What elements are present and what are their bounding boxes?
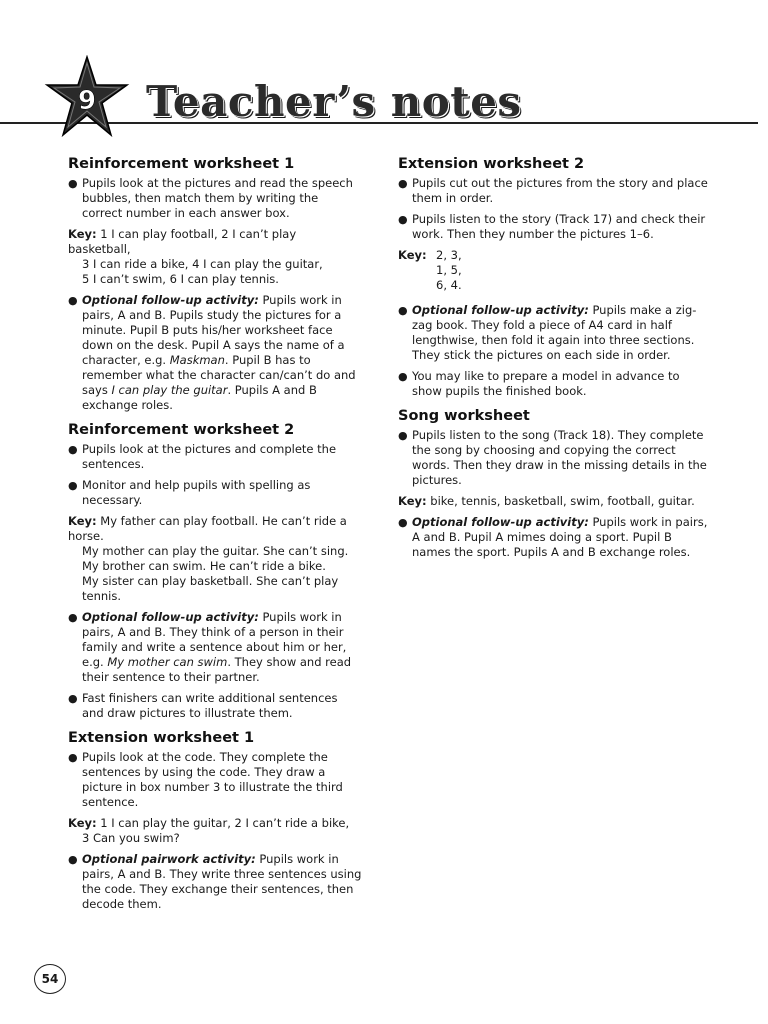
section-heading: Extension worksheet 1 xyxy=(68,730,255,746)
bullet-icon: ● xyxy=(68,611,78,624)
list-item: ● Pupils look at the pictures and complete the sentences. xyxy=(68,442,337,471)
list-item: ● Fast finishers can write additional sentences and draw pictures to illustrate them. xyxy=(68,691,338,720)
bullet-icon: ● xyxy=(398,516,408,529)
answer-key: Key: 2, 3, 1, 5, 6, 4. xyxy=(398,248,462,292)
section-heading: Reinforcement worksheet 1 xyxy=(68,156,295,172)
extension-worksheet-2-section xyxy=(398,157,708,399)
bullet-icon: ● xyxy=(398,304,408,317)
list-item: ● Monitor and help pupils with spelling as necessary. xyxy=(68,478,311,507)
list-item: ● Optional follow-up activity: Pupils make a zig-zag book. They fold a piece of A4 card in half lengthwise, then fold it again into three sections. They stick the pictures on each side in order. xyxy=(398,303,697,362)
list-item: ● Pupils listen to the story (Track 17) and check their work. Then they number the pictures 1–6. xyxy=(398,212,706,241)
answer-key: Key: My father can play football. He can’t ride a horse. My mother can play the guitar. She can’t sing. My brother can swim. He can’t ride a bike. My sister can play basketball. She can’t play tennis. xyxy=(68,514,349,603)
page-number: 54 xyxy=(34,964,66,994)
bullet-icon: ● xyxy=(398,429,408,442)
answer-key: Key: bike, tennis, basketball, swim, football, guitar. xyxy=(398,494,695,508)
page-header xyxy=(0,55,768,145)
unit-star-badge xyxy=(44,55,130,141)
bullet-icon: ● xyxy=(68,294,78,307)
answer-key: Key: 1 I can play the guitar, 2 I can’t ride a bike, 3 Can you swim? xyxy=(68,816,350,845)
list-item: ● Optional follow-up activity: Pupils work in pairs, A and B. Pupils study the pictures for a minute. Pupil B puts his/her worksheet face down on the desk. Pupil A says the name of a character, e.g. Maskman. Pupil B has to remember what the character can/can’t do and says I can play the guitar. Pupils A and B exchange roles. xyxy=(68,293,356,412)
bullet-icon: ● xyxy=(68,692,78,705)
list-item: ● You may like to prepare a model in advance to show pupils the finished book. xyxy=(398,369,680,398)
extension-worksheet-1-section xyxy=(68,731,362,912)
list-item: ● Optional follow-up activity: Pupils work in pairs, A and B. Pupil A mimes doing a sport. Pupil B names the sport. Pupils A and B exchange roles. xyxy=(398,515,708,559)
song-worksheet-section xyxy=(398,409,708,560)
bullet-icon: ● xyxy=(68,853,78,866)
page-title: Teacher’s notes xyxy=(146,77,522,126)
list-item: ● Pupils look at the code. They complete the sentences by using the code. They draw a picture in box number 3 to illustrate the third sentence. xyxy=(68,750,343,809)
section-heading: Extension worksheet 2 xyxy=(398,156,585,172)
bullet-icon: ● xyxy=(68,177,78,190)
reinforcement-worksheet-1-section xyxy=(68,157,362,413)
list-item: ● Pupils cut out the pictures from the story and place them in order. xyxy=(398,176,708,205)
left-column xyxy=(68,157,362,922)
section-heading: Song worksheet xyxy=(398,408,530,424)
bullet-icon: ● xyxy=(68,751,78,764)
bullet-icon: ● xyxy=(398,177,408,190)
list-item: ● Optional pairwork activity: Pupils work in pairs, A and B. They write three sentences using the code. They exchange their sentences, then decode them. xyxy=(68,852,362,911)
bullet-icon: ● xyxy=(68,443,78,456)
bullet-icon: ● xyxy=(398,370,408,383)
section-heading: Reinforcement worksheet 2 xyxy=(68,422,295,438)
unit-number: 9 xyxy=(77,86,97,116)
list-item: ● Optional follow-up activity: Pupils work in pairs, A and B. They think of a person in their family and write a sentence about him or her, e.g. My mother can swim. They show and read their sentence to their partner. xyxy=(68,610,352,684)
right-column xyxy=(398,157,708,570)
answer-key: Key: 1 I can play football, 2 I can’t play basketball, 3 I can ride a bike, 4 I can play the guitar, 5 I can’t swim, 6 I can play tennis. xyxy=(68,227,323,286)
list-item: ● Pupils look at the pictures and read the speech bubbles, then match them by writing the correct number in each answer box. xyxy=(68,176,353,220)
list-item: ● Pupils listen to the song (Track 18). They complete the song by choosing and copying the correct words. Then they draw in the missing details in the pictures. xyxy=(398,428,707,487)
reinforcement-worksheet-2-section xyxy=(68,423,362,721)
bullet-icon: ● xyxy=(68,479,78,492)
bullet-icon: ● xyxy=(398,213,408,226)
